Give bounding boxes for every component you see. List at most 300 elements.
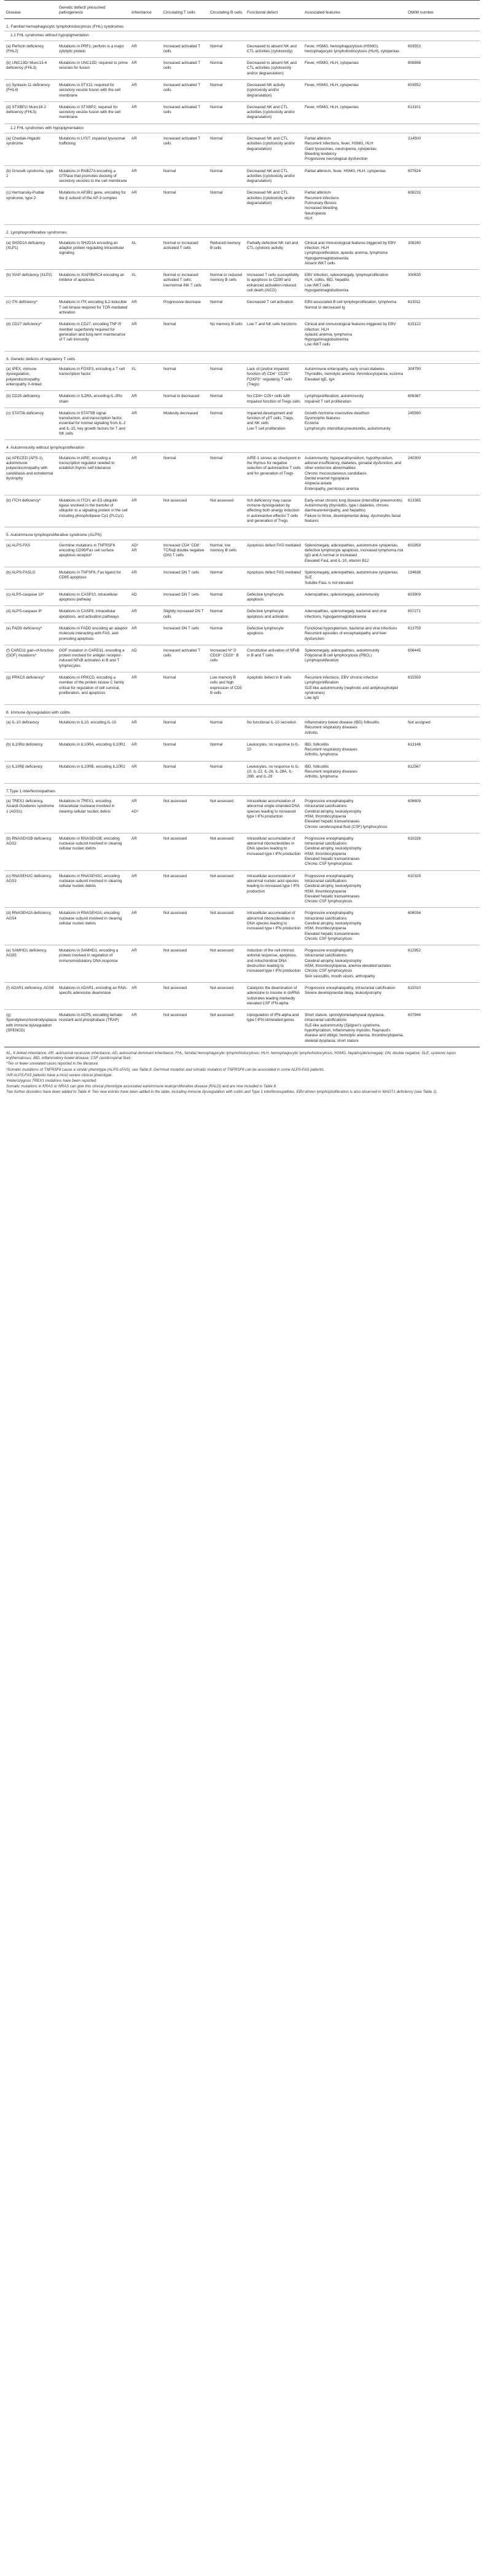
cell-disease: (b) UNC13D/ Munc13-4 deficiency (FHL3) <box>4 58 57 80</box>
section-title: 2. Lymphoproliferative syndromes <box>4 225 480 237</box>
section-heading-row <box>4 704 480 717</box>
table-row <box>4 717 480 739</box>
cell-circulating-b-cells: Normal <box>208 761 245 783</box>
cell-genetic-defect: Mutations in RNASEH2B, encoding nuclease subunit involved in clearing cellular nucleic debris <box>57 833 130 870</box>
cell-omim-number: 603553 <box>406 41 480 58</box>
cell-genetic-defect: Mutations in PRF1; perforin is a major cytolytic protein <box>57 41 130 58</box>
cell-associated-features: Fever, HSMG, hemophagocytosis (HSMG), hemophagocytic lymphohistiocytosis (HLH), cytopenias <box>303 41 406 58</box>
cell-disease: (a) ALPS-FAS <box>4 540 57 567</box>
cell-genetic-defect: Mutations in STXBP2; required for secretory vesicle fusion with the cell membrane <box>57 101 130 124</box>
cell-circulating-t-cells: Normal <box>162 739 208 761</box>
table-header <box>4 1 480 19</box>
cell-inheritance: AR AD³ <box>130 796 162 833</box>
cell-genetic-defect: Mutations in PRKCD, encoding a member of the protein kinase C family critical for regulation of cell survival, proliferation, and apoptosis <box>57 672 130 704</box>
cell-circulating-t-cells: Not assessed <box>162 945 208 983</box>
subsection-heading-row <box>4 31 480 41</box>
cell-inheritance: AR <box>130 408 162 439</box>
cell-associated-features: Progressive encephalopathy, intracranial calcification Severe developmental delay, leukodystrophy <box>303 982 406 1009</box>
cell-omim-number: 606034 <box>406 908 480 945</box>
subsection-heading-row <box>4 124 480 133</box>
cell-inheritance: AR <box>130 297 162 319</box>
table-row <box>4 408 480 439</box>
cell-genetic-defect: Mutations in RAB27A encoding a GTPase that promotes docking of secretory vesicles to the cell membrane <box>57 165 130 187</box>
cell-circulating-b-cells: Not assessed <box>208 833 245 870</box>
footnote: *Ten or fewer unrelated cases reported in the literature. <box>6 1062 100 1066</box>
cell-circulating-t-cells: Normal to decreased <box>162 391 208 408</box>
cell-disease: (e) FADD deficiency* <box>4 623 57 645</box>
section-title: 7.Type 1 interferonopathies <box>4 783 480 795</box>
cell-disease: (b) CD25 deficiency <box>4 391 57 408</box>
table-row <box>4 165 480 187</box>
cell-omim-number: 613101 <box>406 101 480 124</box>
cell-circulating-b-cells: Normal <box>208 408 245 439</box>
cell-disease: (c) ALPS-caspase 10* <box>4 589 57 606</box>
table-row <box>4 80 480 102</box>
cell-associated-features: Adenopathies, splenomegaly, bacterial and viral infections, hypogammaglobulinemia <box>303 606 406 623</box>
cell-disease: (c) RNASEH2C deficiency, AGS3 <box>4 870 57 908</box>
cell-inheritance: AR <box>130 187 162 225</box>
cell-inheritance: AR <box>130 80 162 102</box>
cell-circulating-t-cells: Increased activated T cells <box>162 101 208 124</box>
cell-circulating-b-cells: Normal <box>208 452 245 495</box>
cell-omim-number: 603909 <box>406 589 480 606</box>
cell-disease: (b) IL10Rα deficiency <box>4 739 57 761</box>
cell-circulating-t-cells: Not assessed <box>162 495 208 527</box>
cell-circulating-b-cells: Normal <box>208 567 245 589</box>
cell-omim-number: 607271 <box>406 606 480 623</box>
cell-inheritance: AR <box>130 606 162 623</box>
cell-omim-number: 608898 <box>406 58 480 80</box>
header-omim-number: OMIM number <box>406 1 480 19</box>
cell-associated-features: EBV-associated B cell lymphoproliferation, lymphoma Normal or decreased Ig <box>303 297 406 319</box>
cell-associated-features: Fever, HSMG, HLH, cytopenias <box>303 101 406 124</box>
cell-disease: (c) STAT5b deficiency <box>4 408 57 439</box>
table-row <box>4 41 480 58</box>
cell-omim-number: 240300 <box>406 452 480 495</box>
cell-functional-defect: Increased T cells susceptibility to apoptosis to CD95 and enhanced activation-induced cell death (AICD) <box>245 270 303 297</box>
section-heading-row <box>4 351 480 363</box>
cell-inheritance: AR <box>130 739 162 761</box>
cell-inheritance: AR <box>130 452 162 495</box>
cell-associated-features: Partial albinism Recurrent infections Pulmonary fibrosis Increased bleeding Neutropenia HLH <box>303 187 406 225</box>
section-heading-row <box>4 225 480 237</box>
cell-circulating-b-cells: Normal <box>208 165 245 187</box>
cell-circulating-b-cells: Normal <box>208 589 245 606</box>
cell-circulating-t-cells: Not assessed <box>162 796 208 833</box>
cell-inheritance: AR <box>130 717 162 739</box>
cell-circulating-t-cells: Not assessed <box>162 908 208 945</box>
cell-omim-number: 613148 <box>406 739 480 761</box>
table-row <box>4 452 480 495</box>
cell-associated-features: Autoimmunity: hypoparathyroidism, hypothyroidism, adrenal insufficiency, diabetes, gonadal dysfunction, and other endocrine abnormalities Chronic mucocutaneous candidiasis Dental enamel hypoplasia Alopecia areata Enteropathy, pernicious anemia <box>303 452 406 495</box>
cell-circulating-b-cells: Normal <box>208 717 245 739</box>
cell-circulating-b-cells: Not assessed <box>208 796 245 833</box>
cell-omim-number: Not assigned <box>406 717 480 739</box>
cell-associated-features: Progressive encephalopathy Intracranial calcifications Cerebral atrophy, leukodystrophy HSM, thrombocytopenia Elevated hepatic transaminases Chronic cerebrospinal fluid (CSF) lymphocytosis <box>303 796 406 833</box>
header-disease: Disease <box>4 1 57 19</box>
cell-circulating-t-cells: Not assessed <box>162 870 208 908</box>
cell-genetic-defect: Mutations in CD27, encoding TNF-R member superfamily required for generation and long-term maintenance of T cell immunity <box>57 319 130 351</box>
cell-circulating-t-cells: Normal <box>162 717 208 739</box>
cell-functional-defect: Decreased NK and CTL activities (cytotoxicity and/or degranulation) <box>245 133 303 165</box>
cell-disease: (a) IL-10 deficiency <box>4 717 57 739</box>
cell-disease: (a) APECED (APS-1), autoimmune polyendocrinopathy with candidiasis and ectodermal dystrophy <box>4 452 57 495</box>
header-functional-defect: Functional defect <box>245 1 303 19</box>
cell-omim-number: 606609 <box>406 796 480 833</box>
table-row <box>4 672 480 704</box>
cell-circulating-t-cells: Normal <box>162 672 208 704</box>
cell-omim-number: 603552 <box>406 80 480 102</box>
cell-omim-number: 601859 <box>406 540 480 567</box>
cell-functional-defect: Constitutive activation of NFκB in B and T cells <box>245 645 303 672</box>
cell-inheritance: AR <box>130 319 162 351</box>
cell-circulating-t-cells: Increased DN T cells <box>162 589 208 606</box>
cell-circulating-t-cells: Normal or increased activated T cells <box>162 237 208 269</box>
cell-associated-features: Short stature, spondylometaphyseal dysplasia, intracranial calcifications SLE-like autoimmunity (Sjögren's syndrome, hypothyroidism, inflammatory myositis, Raynaud's disease and vitiligo; hemolytic anemia, thrombocytopenia, skeletal dysplasia, short stature <box>303 1010 406 1047</box>
cell-functional-defect: Defective lymphocyte apoptosis and activation <box>245 606 303 623</box>
table-row <box>4 606 480 623</box>
cell-inheritance: AD <box>130 589 162 606</box>
cell-circulating-b-cells: Normal, low memory B cells <box>208 540 245 567</box>
cell-genetic-defect: Mutations in CASP10, intracellular apoptosis pathway <box>57 589 130 606</box>
cell-circulating-t-cells: Slightly increased DN T cells <box>162 606 208 623</box>
cell-functional-defect: Decreased NK and CTL activities (cytotoxicity and/or degranulation) <box>245 187 303 225</box>
cell-disease: (b) Griscelli syndrome, type 2 <box>4 165 57 187</box>
cell-associated-features: Lymphoproliferation, autoimmunity Impaired T cell proliferation <box>303 391 406 408</box>
cell-disease: (c) Hermansky-Pudlak syndrome, type 2 <box>4 187 57 225</box>
cell-functional-defect: No functional IL-10 secretion <box>245 717 303 739</box>
cell-circulating-t-cells: Increased DN T cells <box>162 623 208 645</box>
header-genetic-defect: Genetic defect/ presumed pathogenesis <box>57 1 130 19</box>
cell-circulating-b-cells: Normal <box>208 739 245 761</box>
cell-genetic-defect: Mutations in STAT5B signal transduction, and transcription factor, essential for normal signaling from IL-2 and IL-15, key growth factors for T and NK cells <box>57 408 130 439</box>
subsection-title: 1.2 FHL syndromes with hypopigmentation <box>4 124 480 133</box>
cell-circulating-t-cells: Normal <box>162 364 208 391</box>
header-circulating-b-cells: Circulating B cells <box>208 1 245 19</box>
cell-omim-number: 214500 <box>406 133 480 165</box>
section-heading-row <box>4 440 480 452</box>
table-row <box>4 101 480 124</box>
cell-genetic-defect: Mutations in LYST; impaired lysosomal trafficking <box>57 133 130 165</box>
table-row <box>4 391 480 408</box>
table-row <box>4 833 480 870</box>
cell-disease: (b) XIAP deficiency (XLP2) <box>4 270 57 297</box>
cell-associated-features: Inflammatory bowel disease (IBD) folliculitis Recurrent respiratory diseases Arthritis <box>303 717 406 739</box>
table-row <box>4 364 480 391</box>
cell-omim-number: 134638 <box>406 567 480 589</box>
cell-circulating-b-cells: Normal <box>208 41 245 58</box>
cell-functional-defect: Decreased T cell activation <box>245 297 303 319</box>
cell-circulating-b-cells: Normal <box>208 187 245 225</box>
cell-associated-features: Recurrent infections, EBV chronic infection Lymphoproliferation SLE-like autoimmunity (nephrotic and antiphospholipid syndromes) Low IgG <box>303 672 406 704</box>
cell-associated-features: Adenopathies, splenomegaly, autoimmunity <box>303 589 406 606</box>
cell-circulating-t-cells: Not assessed <box>162 1010 208 1047</box>
cell-functional-defect: No CD4+ C25+ cells with impaired function of Tregs cells <box>245 391 303 408</box>
cell-circulating-b-cells: Not assessed <box>208 908 245 945</box>
cell-functional-defect: Intracellular accumulation of abnormal ribonucleotides in DNA species leading to increased type I IFN production <box>245 833 303 870</box>
cell-inheritance: AR <box>130 391 162 408</box>
cell-genetic-defect: Mutations in SH2D1A encoding an adaptor protein regulating intracellular signaling <box>57 237 130 269</box>
cell-functional-defect: Catalyzes the deamination of adenosine to inosine in dsRNA substrates leading markedly elevated CSF IFN-alpha <box>245 982 303 1009</box>
cell-omim-number: 612567 <box>406 761 480 783</box>
cell-circulating-b-cells: Normal <box>208 606 245 623</box>
subsection-title: 1.1 FHL syndromes without hypopigmentation <box>4 31 480 41</box>
cell-circulating-t-cells: Not assessed <box>162 833 208 870</box>
cell-inheritance: AD <box>130 645 162 672</box>
cell-disease: (d) STXBP2/ Munc18-2 deficiency (FHL5) <box>4 101 57 124</box>
cell-circulating-b-cells: Normal or reduced memory B cells <box>208 270 245 297</box>
cell-genetic-defect: Mutations in RNASEH2C, encoding nuclease subunit involved in clearing cellular nucleic debris <box>57 870 130 908</box>
table-row <box>4 982 480 1009</box>
cell-genetic-defect: Mutations in RNASEH2A, encoding nuclease subunit involved in clearing cellular nucleic debris <box>57 908 130 945</box>
cell-associated-features: Progressive encephalopathy Intracranial calcifications Cerebral atrophy, leukodystrophy HSM, thrombocytopenia Elevated hepatic transaminases Chronic CSF lymphocytosis <box>303 870 406 908</box>
table-row <box>4 1010 480 1047</box>
cell-omim-number: 607624 <box>406 165 480 187</box>
cell-disease: (b) ALPS-FASLG <box>4 567 57 589</box>
cell-associated-features: Functional hyposplenism, bacterial and viral infections Recurrent episodes of encephalopathy and liver dysfunction <box>303 623 406 645</box>
cell-circulating-b-cells: Normal <box>208 623 245 645</box>
cell-inheritance: AR <box>130 1010 162 1047</box>
cell-omim-number: 608233 <box>406 187 480 225</box>
cell-associated-features: IBD, folliculitis Recurrent respiratory diseases Arthritis, lymphoma <box>303 761 406 783</box>
cell-disease: (a) Perforin deficiency (FHL2) <box>4 41 57 58</box>
table-row <box>4 540 480 567</box>
cell-inheritance: AR <box>130 908 162 945</box>
cell-functional-defect: Intracellular accumulation of abnormal nucleic acid species leading to increased type I IFN production <box>245 870 303 908</box>
cell-disease: (c) Syntaxin 11 deficiency (FHL4) <box>4 80 57 102</box>
cell-functional-defect: Apoptosis defect FAS mediated <box>245 540 303 567</box>
cell-omim-number: 245590 <box>406 408 480 439</box>
cell-inheritance: AR <box>130 58 162 80</box>
cell-genetic-defect: Mutations in FADD encoding an adaptor molecule interacting with FAS, and promoting apoptosis <box>57 623 130 645</box>
cell-associated-features: Clinical and immunological features triggered by EBV infection: HLH Lymphoproliferation, aplastic anemia, lymphoma Hypogammaglobulinemia Absent iNKT cells <box>303 237 406 269</box>
cell-circulating-b-cells: Normal <box>208 80 245 102</box>
cell-associated-features: Partial albinism, fever, HSMG, HLH, cytopenias <box>303 165 406 187</box>
cell-disease: (a) SH2D1A deficiency (XLP1) <box>4 237 57 269</box>
footnote: XL, X-linked inheritance; AR, autosomal recessive inheritance; AD, autosomal dominant inheritance; FHL, familial hemophagocytic lymphohistiocytosis; HLH, hemophagocytic lymphohistiocytosis; HSMG, hepatosplenomegaly; DN, double negative; SLE, systemic lupus erythematosus; IBD, inflammatory bowel disease; CSF cerebrospinal fluid. <box>6 1050 456 1061</box>
cell-associated-features: Progressive encephalopathy Intracranial calcifications Cerebral atrophy, leukodystrophy HSM, thrombocytopenia, anemia elevated lactates Chronic CSF lymphocytosis Skin vasculitis, mouth ulcers, arthropathy <box>303 945 406 983</box>
cell-functional-defect: Impaired development and function of γδT cells, Tregs, and NK cells Low T cell proliferation <box>245 408 303 439</box>
cell-associated-features: Autoimmune enteropathy, early onset diabetes Thyroiditis, hemolytic anemia, thrombocytopenia, eczema Elevated IgE, IgA <box>303 364 406 391</box>
cell-inheritance: XL <box>130 237 162 269</box>
immune-dysregulation-table <box>4 0 480 1047</box>
cell-circulating-t-cells: Progressive decrease <box>162 297 208 319</box>
cell-genetic-defect: Mutations in ADAR1, encoding an RNA-specific adenosine deaminase <box>57 982 130 1009</box>
cell-circulating-b-cells: Normal <box>208 133 245 165</box>
cell-disease: (a) TREX1 deficiency, Aicardi-Goutieres syndrome 1 (AGS1) <box>4 796 57 833</box>
table-row <box>4 945 480 983</box>
cell-genetic-defect: Mutations in TREX1, encoding intracellular nuclease involved in clearing cellular nucleic debris <box>57 796 130 833</box>
table-footnotes <box>6 1051 478 1095</box>
table-row <box>4 187 480 225</box>
cell-functional-defect: Apoptosis defect FAS mediated <box>245 567 303 589</box>
cell-circulating-b-cells: Normal <box>208 101 245 124</box>
cell-genetic-defect: Mutations in CASP8, intracellular apoptosis, and activation pathways <box>57 606 130 623</box>
table-row <box>4 133 480 165</box>
cell-associated-features: Splenomegaly, adenopathies, autoimmune cytopenias, SLE Soluble FasL is not elevated <box>303 567 406 589</box>
cell-genetic-defect: Mutations in IL2RA, encoding IL-2Rα chain <box>57 391 130 408</box>
cell-inheritance: AR <box>130 41 162 58</box>
cell-inheritance: AR <box>130 982 162 1009</box>
cell-genetic-defect: Mutations in IL10RB, encoding IL10R2 <box>57 761 130 783</box>
cell-functional-defect: Upregulation of IFN-alpha and type I IFN-stimulated genes <box>245 1010 303 1047</box>
header-circulating-t-cells: Circulating T cells <box>162 1 208 19</box>
cell-circulating-t-cells: Increased activated T cells <box>162 58 208 80</box>
cell-disease: (g) PRKCδ deficiency* <box>4 672 57 704</box>
cell-circulating-b-cells: No memory B cells <box>208 319 245 351</box>
cell-functional-defect: Decreased NK and CTL activities (cytotoxicity and/or degranulation) <box>245 165 303 187</box>
cell-disease: (e) SAMHD1 deficiency, AGS5 <box>4 945 57 983</box>
table-row <box>4 645 480 672</box>
cell-circulating-t-cells: Normal <box>162 165 208 187</box>
cell-circulating-t-cells: Increased activated T cells <box>162 645 208 672</box>
cell-associated-features: Progressive encephalopathy Intracranial calcifications Cerebral atrophy, leukodystrophy HSM, thrombocytopenia Elevated hepatic transaminases Chronic CSF lymphocytosis <box>303 908 406 945</box>
cell-circulating-b-cells: Not assessed <box>208 982 245 1009</box>
cell-circulating-t-cells: Modestly decreased <box>162 408 208 439</box>
cell-omim-number: 300635 <box>406 270 480 297</box>
cell-disease: (c) ITK deficiency* <box>4 297 57 319</box>
cell-omim-number: 610329 <box>406 870 480 908</box>
cell-inheritance: AR <box>130 945 162 983</box>
footnote: Two further disorders have been added to Table 4: Two new entries have been added in the table, including immune dysregulation with colitis and Type 1 interferonopathies. EBV-driven lymphoproliferation is also observed in MAGT1 deficiency (see Table 1). <box>6 1090 438 1095</box>
footnote: Somatic mutations in KRAS or NRAS can give this clinical phenotype associated autoimmune leukoproliferative disease (RALD) and are now included in Table 8. <box>6 1084 277 1089</box>
cell-associated-features: Splenomegaly, adenopathies, autoimmune cytopenias, defective lymphocyte apoptosis, increased lymphoma risk IgG and A normal or increased Elevated FasL and IL-10, vitamin B12 <box>303 540 406 567</box>
cell-genetic-defect: GOF mutation in CARD11, encoding a protein involved for antigen receptor-induced NFκB activation in B and T lymphocytes <box>57 645 130 672</box>
cell-functional-defect: Decreased to absent NK and CTL activities (cytotoxicity and/or degranulation) <box>245 58 303 80</box>
cell-functional-defect: Intracellular accumulation of abnormal single-stranded DNA species leading to increased type I IFN production <box>245 796 303 833</box>
footnote: ²AR ALPS-FAS patients have a most severe clinical phenotype. <box>6 1073 113 1077</box>
cell-genetic-defect: Mutations in ACP5, encoding tartrate-resistant acid phosphatase (TRAP) <box>57 1010 130 1047</box>
cell-omim-number: 308240 <box>406 237 480 269</box>
cell-circulating-b-cells: Not assessed <box>208 945 245 983</box>
cell-functional-defect: Leukocytes, no response to IL-10 <box>245 739 303 761</box>
cell-disease: (b) ITCH deficiency* <box>4 495 57 527</box>
cell-inheritance: AR <box>130 833 162 870</box>
cell-circulating-b-cells: Normal <box>208 297 245 319</box>
section-heading-row <box>4 527 480 540</box>
cell-genetic-defect: Mutations in XIAP/BIRC4 encoding an inhibitor of apoptosis <box>57 270 130 297</box>
cell-functional-defect: Low T and NK cells functions <box>245 319 303 351</box>
cell-genetic-defect: Mutations in AP3B1 gene, encoding for the β subunit of the AP-3 complex <box>57 187 130 225</box>
cell-inheritance: AR <box>130 672 162 704</box>
cell-circulating-t-cells: Normal <box>162 319 208 351</box>
footnote: ¹Somatic mutations of TNFRSF6 cause a similar phenotype (ALPS-sFAS), see Table 8. Germinal mutation and somatic mutation of TNFRSF6 can be associated in some ALPS-FAS patients. <box>6 1067 325 1072</box>
cell-genetic-defect: Mutations in ITK encoding IL2-inducible T cell kinase required for TCR-mediated activation <box>57 297 130 319</box>
cell-functional-defect: Apoptotic defect in B cells <box>245 672 303 704</box>
cell-circulating-b-cells: Reduced memory B cells <box>208 237 245 269</box>
cell-omim-number: 615122 <box>406 319 480 351</box>
cell-circulating-b-cells: Normal <box>208 364 245 391</box>
cell-inheritance: AR <box>130 623 162 645</box>
cell-circulating-t-cells: Normal <box>162 187 208 225</box>
section-title: 5. Autoimmune lymphoproliferative syndrome (ALPS) <box>4 527 480 540</box>
cell-circulating-t-cells: Increased CD4⁻CD8⁻ TCRαβ double negative (DN) T cells <box>162 540 208 567</box>
cell-disease: (f) ADAR1 deficiency, AGS6 <box>4 982 57 1009</box>
cell-circulating-t-cells: Normal <box>162 452 208 495</box>
cell-disease: (b) RNASEH2B deficiency, AGS2 <box>4 833 57 870</box>
cell-omim-number: 613385 <box>406 495 480 527</box>
table-row <box>4 739 480 761</box>
cell-circulating-t-cells: Normal <box>162 761 208 783</box>
cell-omim-number: 607944 <box>406 1010 480 1047</box>
cell-disease: (c) IL10Rβ deficiency <box>4 761 57 783</box>
table-row <box>4 567 480 589</box>
cell-disease: (d) RNASEH2A deficiency, AGS4 <box>4 908 57 945</box>
cell-inheritance: AR <box>130 567 162 589</box>
cell-circulating-b-cells: Low memory B cells and high expression of CD5 B cells <box>208 672 245 704</box>
header-inheritance: Inheritance <box>130 1 162 19</box>
cell-associated-features: Partial albinism Recurrent infections, fever, HSMG, HLH Giant lysosomes, neutropenia, cytopenias Bleeding tendency Progressive neurological dysfunction <box>303 133 406 165</box>
table-row <box>4 589 480 606</box>
cell-functional-defect: Intracellular accumulation of abnormal ribonucleotides in DNA species leading to increased type I IFN production <box>245 908 303 945</box>
cell-associated-features: Clinical and immunological features triggered by EBV infection: HLH Aplastic anemia, lymphoma Hypogammaglobulinemia Low iNKT cells <box>303 319 406 351</box>
cell-circulating-t-cells: Increased activated T cells <box>162 133 208 165</box>
cell-functional-defect: Decreased NK and CTL activities (cytotoxicity and/or degranulation) <box>245 101 303 124</box>
cell-inheritance: XL <box>130 364 162 391</box>
section-heading-row <box>4 783 480 795</box>
cell-functional-defect: Defective lymphocyte apoptosis <box>245 589 303 606</box>
cell-genetic-defect: Mutations in ITCH, an E3 ubiquitin ligase involved in the transfer of ubiquitin to a signaling protein in the cell including phospholipase Cγ1 (PLCγ1) <box>57 495 130 527</box>
cell-functional-defect: Decreased to absent NK and CTL activities (cytotoxicity) <box>245 41 303 58</box>
cell-disease: (g) Spondyloenchondrodysplasia with immune dysregulation (SPENCD) <box>4 1010 57 1047</box>
cell-circulating-b-cells: Normal <box>208 391 245 408</box>
cell-genetic-defect: Mutations in FOXP3, encoding a T cell transcription factor <box>57 364 130 391</box>
table-row <box>4 270 480 297</box>
table-row <box>4 58 480 80</box>
cell-disease: (d) ALPS-caspase 8* <box>4 606 57 623</box>
cell-circulating-b-cells: Normal <box>208 58 245 80</box>
cell-genetic-defect: Mutations in SAMHD1, encoding a protein involved in regulation of immunomodulatory DNA response <box>57 945 130 983</box>
table-row <box>4 495 480 527</box>
cell-functional-defect: Itch deficiency may cause immune dysregulation by affecting both anergy induction in autoreactive effector T cells and generation of Tregs <box>245 495 303 527</box>
cell-circulating-t-cells: Increased activated T cells <box>162 80 208 102</box>
cell-genetic-defect: Mutations in AIRE, encoding a transcription regulator needed to establish thymic self-tolerance <box>57 452 130 495</box>
cell-circulating-b-cells: Not assessed <box>208 495 245 527</box>
header-associated-features: Associated features <box>303 1 406 19</box>
cell-genetic-defect: Germline mutations in TNFRSF6 encoding CD95/Fas cell surface apoptosis receptor¹ <box>57 540 130 567</box>
cell-genetic-defect: Mutations in UNC13D; required to prime vesicles for fusion <box>57 58 130 80</box>
cell-inheritance: AD² AR <box>130 540 162 567</box>
cell-inheritance: AR <box>130 495 162 527</box>
cell-functional-defect: Leukocytes, no response to IL-10, IL-22, IL-26, IL-28A, IL-28B, and IL-29 <box>245 761 303 783</box>
cell-omim-number: 613759 <box>406 623 480 645</box>
cell-associated-features: Fever, HSMG, HLH, cytopenias <box>303 80 406 102</box>
cell-omim-number: 610326 <box>406 833 480 870</box>
cell-associated-features: IBD, folliculitis Recurrent respiratory diseases Arthritis, lymphoma <box>303 739 406 761</box>
section-title: 6. Immune dysregulation with colitis <box>4 704 480 717</box>
cell-circulating-t-cells: Normal or increased activated T cells; low/normal iNK T cells <box>162 270 208 297</box>
cell-circulating-t-cells: Not assessed <box>162 982 208 1009</box>
cell-omim-number: 304790 <box>406 364 480 391</box>
cell-functional-defect: Defective lymphocyte apoptosis <box>245 623 303 645</box>
cell-functional-defect: AIRE-1 serves as checkpoint in the thymus for negative selection of autoreactive T cells and for generation of Tregs <box>245 452 303 495</box>
cell-inheritance: AR <box>130 101 162 124</box>
cell-genetic-defect: Mutations in STX11; required for secretory vesicle fusion with the cell membrane <box>57 80 130 102</box>
cell-inheritance: AR <box>130 870 162 908</box>
cell-genetic-defect: Mutations in TNFSF6, Fas ligand for CD95 apoptosis <box>57 567 130 589</box>
section-title: 3. Genetic defects of regulatory T cells <box>4 351 480 363</box>
cell-associated-features: Progressive encephalopathy Intracranial calcifications Cerebral atrophy, leukodystrophy HSM, thrombocytopenia Elevated hepatic transaminases Chronic CSF lymphocytosis <box>303 833 406 870</box>
cell-circulating-b-cells: Increased N* D CD19⁺ CD20⁺ B cells <box>208 645 245 672</box>
cell-disease: (f) CARD11 gain-of-function (GOF) mutations* <box>4 645 57 672</box>
cell-inheritance: AR <box>130 165 162 187</box>
section-title: 1. Familial hemophagocytic lymphohistiocytosis (FHL) syndromes <box>4 18 480 31</box>
cell-associated-features: Fever, HSMG, HLH, cytopenias <box>303 58 406 80</box>
cell-omim-number: 615559 <box>406 672 480 704</box>
cell-circulating-t-cells: Increased activated T cells <box>162 41 208 58</box>
section-title: 4. Autoimmunity without lymphoproliferation <box>4 440 480 452</box>
table-row <box>4 870 480 908</box>
